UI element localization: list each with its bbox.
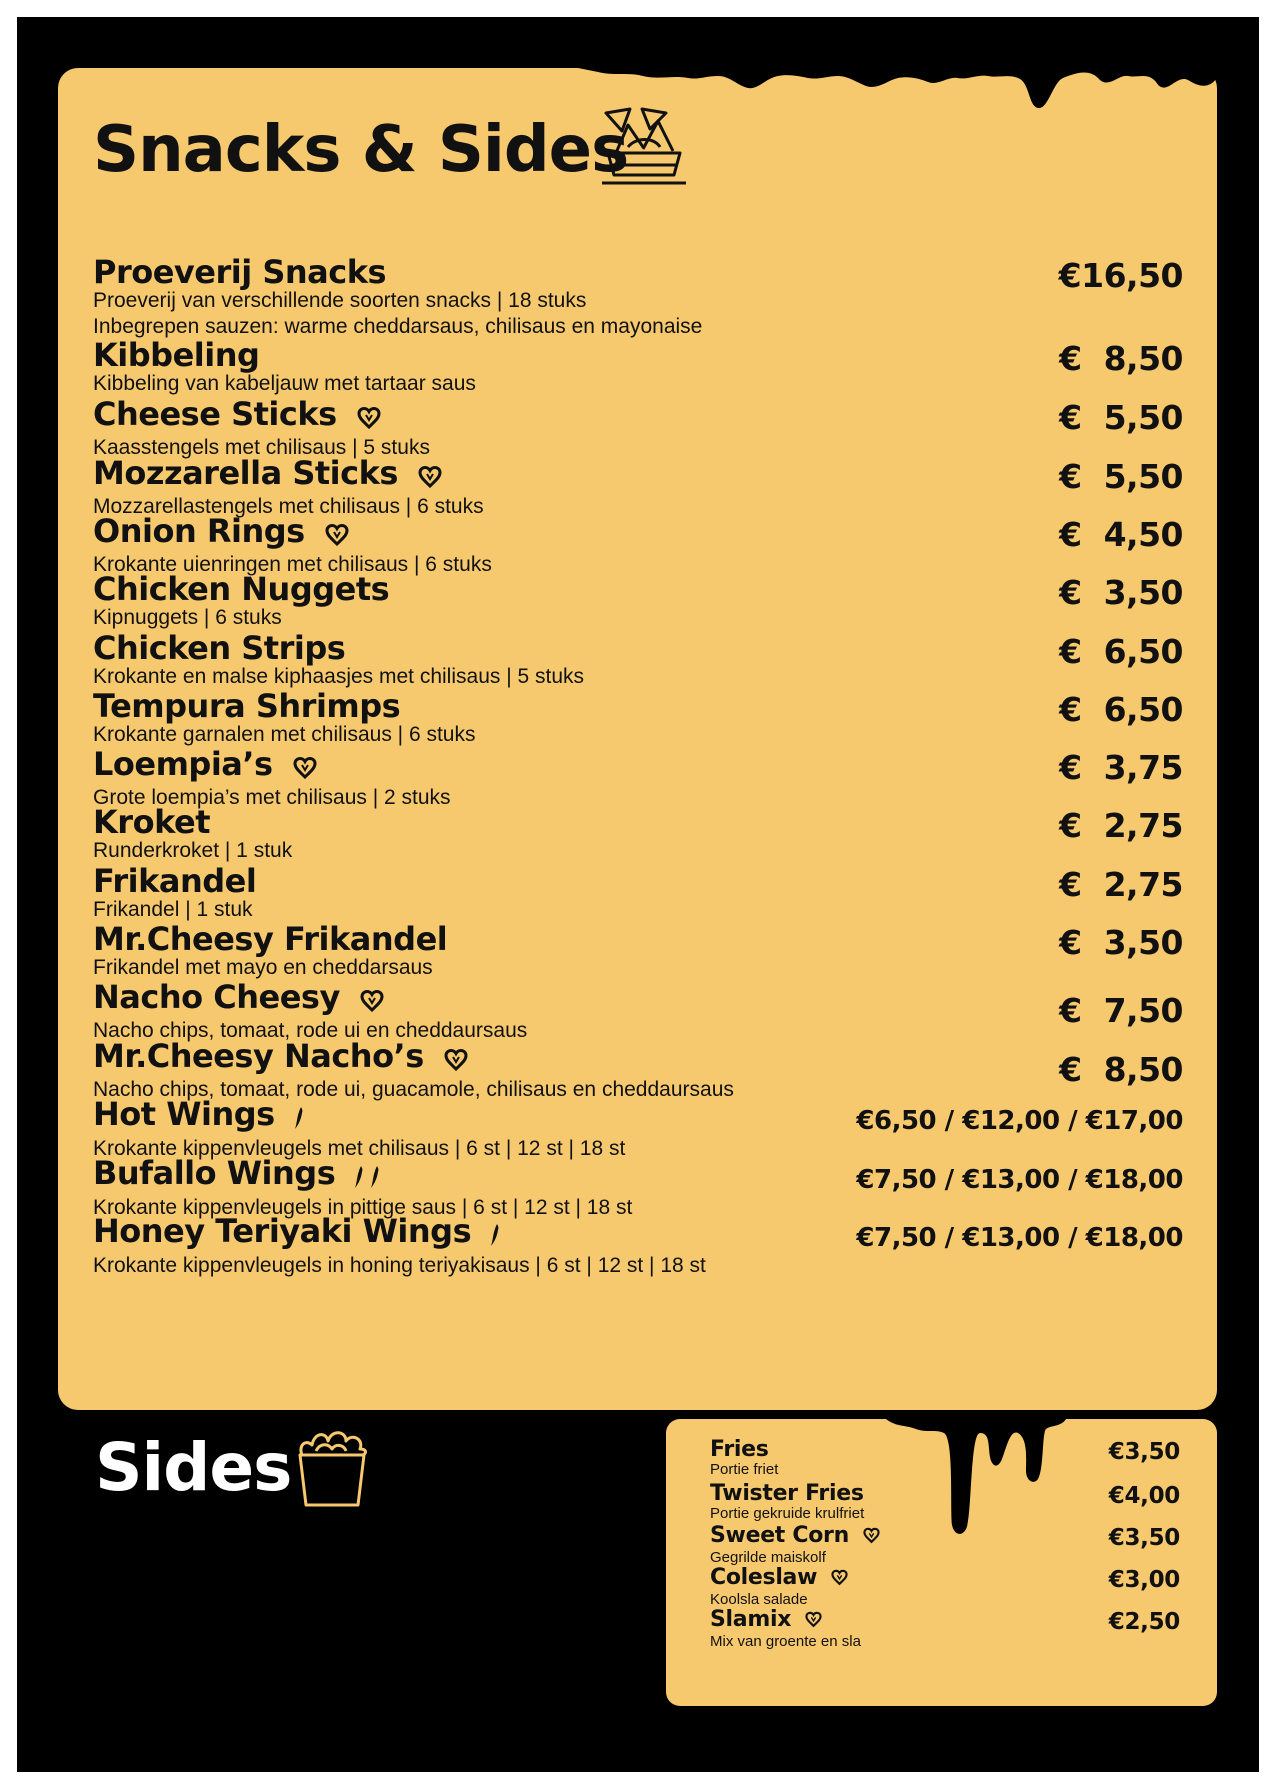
side-item bbox=[710, 1525, 1180, 1567]
menu-item-name: Honey Teriyaki Wings bbox=[93, 1212, 472, 1250]
side-item-name: Fries bbox=[710, 1437, 769, 1462]
side-item bbox=[710, 1609, 1180, 1651]
menu-item-description: Runderkroket | 1 stuk bbox=[93, 839, 293, 862]
side-item bbox=[710, 1567, 1180, 1609]
menu-item-description: Krokante en malse kiphaasjes met chilisaus | 5 stuks bbox=[93, 665, 585, 688]
menu-item bbox=[93, 1095, 1183, 1162]
side-item-description: Portie gekruide krulfriet bbox=[710, 1505, 865, 1522]
menu-item-description: Krokante uienringen met chilisaus | 6 stuks bbox=[93, 553, 492, 577]
menu-item-description: Krokante kippenvleugels met chilisaus | 6 st | 12 st | 18 st bbox=[93, 1137, 626, 1161]
menu-item-header bbox=[93, 862, 1183, 900]
menu-item bbox=[93, 687, 1183, 748]
sides-panel bbox=[666, 1419, 1217, 1706]
fries-icon bbox=[292, 1425, 372, 1510]
menu-item-description: Krokante kippenvleugels in honing teriyakisaus | 6 st | 12 st | 18 st bbox=[93, 1254, 706, 1278]
menu-item bbox=[93, 570, 1183, 631]
vegetarian-heart-icon bbox=[293, 756, 317, 785]
menu-item-price: €6,50 / €12,00 / €17,00 bbox=[856, 1106, 1183, 1136]
menu-item-name: Nacho Cheesy bbox=[93, 978, 340, 1016]
menu-item-description: Mozzarellastengels met chilisaus | 6 stuks bbox=[93, 495, 484, 519]
chili-pepper-icon bbox=[489, 1222, 501, 1253]
snacks-panel bbox=[58, 68, 1217, 1410]
side-item-name: Sweet Corn bbox=[710, 1523, 849, 1548]
menu-item-header bbox=[93, 336, 1183, 374]
menu-item-description: Nacho chips, tomaat, rode ui, guacamole, chilisaus en cheddaursaus bbox=[93, 1078, 734, 1102]
menu-item-price: € 5,50 bbox=[1059, 398, 1183, 437]
menu-item bbox=[93, 395, 1183, 461]
menu-item-header bbox=[93, 1037, 1183, 1077]
side-item-description: Mix van groente en sla bbox=[710, 1632, 861, 1650]
chili-icon bbox=[369, 1164, 381, 1190]
menu-item bbox=[93, 862, 1183, 923]
vegetarian-heart-icon bbox=[444, 1048, 468, 1077]
menu-item-price: € 4,50 bbox=[1059, 515, 1183, 554]
menu-item-name: Tempura Shrimps bbox=[93, 687, 401, 725]
menu-item-price: € 3,50 bbox=[1059, 923, 1183, 962]
menu-item-description: Kaasstengels met chilisaus | 5 stuks bbox=[93, 436, 430, 460]
menu-item-price: € 2,75 bbox=[1059, 806, 1183, 845]
menu-item-description: Frikandel met mayo en cheddarsaus bbox=[93, 956, 433, 979]
chili-icon bbox=[293, 1105, 305, 1131]
side-item-price: €4,00 bbox=[1108, 1483, 1180, 1509]
menu-item-header bbox=[93, 570, 1183, 608]
menu-item bbox=[93, 629, 1183, 690]
side-item bbox=[710, 1483, 1180, 1523]
menu-item-price: €7,50 / €13,00 / €18,00 bbox=[856, 1223, 1183, 1253]
side-item-price: €3,50 bbox=[1108, 1525, 1180, 1551]
chili-icon bbox=[489, 1222, 501, 1248]
menu-item-name: Onion Rings bbox=[93, 512, 305, 550]
menu-item bbox=[93, 745, 1183, 811]
side-item-name: Slamix bbox=[710, 1607, 792, 1632]
menu-item bbox=[93, 336, 1183, 397]
vegetarian-heart-icon bbox=[360, 989, 384, 1018]
heart-icon bbox=[805, 1611, 822, 1628]
nachos-icon bbox=[598, 103, 693, 193]
vegetarian-heart-icon bbox=[805, 1611, 822, 1633]
menu-item bbox=[93, 1212, 1183, 1279]
menu-item-name: Mozzarella Sticks bbox=[93, 454, 398, 492]
vegetarian-heart-icon bbox=[863, 1527, 880, 1549]
heart-icon bbox=[293, 756, 317, 780]
heart-icon bbox=[418, 465, 442, 489]
chili-icon bbox=[353, 1164, 365, 1190]
chili-pepper-icon bbox=[293, 1105, 305, 1136]
menu-item-header bbox=[93, 978, 1183, 1018]
menu-item-description: Grote loempia’s met chilisaus | 2 stuks bbox=[93, 786, 451, 810]
page-title: Snacks & Sides bbox=[93, 113, 629, 187]
menu-item-price: € 6,50 bbox=[1059, 690, 1183, 729]
menu-item-description: Krokante garnalen met chilisaus | 6 stuks bbox=[93, 723, 476, 746]
menu-item-description: Proeverij van verschillende soorten snacks | 18 stuks bbox=[93, 289, 587, 312]
menu-item-description: Frikandel | 1 stuk bbox=[93, 898, 253, 921]
menu-item-name: Mr.Cheesy Frikandel bbox=[93, 920, 448, 958]
menu-item bbox=[93, 978, 1183, 1044]
menu-item-header bbox=[93, 745, 1183, 785]
menu-item-description: Kipnuggets | 6 stuks bbox=[93, 606, 282, 629]
menu-item-name: Loempia’s bbox=[93, 745, 273, 783]
side-item-name: Coleslaw bbox=[710, 1565, 818, 1590]
menu-item-header bbox=[93, 454, 1183, 494]
menu-item-price: € 2,75 bbox=[1059, 865, 1183, 904]
menu-item bbox=[93, 920, 1183, 981]
menu-item-price: € 8,50 bbox=[1059, 1050, 1183, 1089]
side-item-price: €3,50 bbox=[1108, 1439, 1180, 1465]
menu-item-name: Kroket bbox=[93, 803, 210, 841]
side-item-price: €2,50 bbox=[1108, 1609, 1180, 1635]
heart-icon bbox=[831, 1569, 848, 1586]
menu-item-price: € 7,50 bbox=[1059, 991, 1183, 1030]
menu-item-description: Nacho chips, tomaat, rode ui en cheddaursaus bbox=[93, 1019, 528, 1043]
heart-icon bbox=[360, 989, 384, 1013]
menu-item-header bbox=[93, 687, 1183, 725]
side-item-description: Gegrilde maiskolf bbox=[710, 1548, 826, 1566]
menu-item-name: Bufallo Wings bbox=[93, 1154, 336, 1192]
side-item-name: Twister Fries bbox=[710, 1481, 864, 1506]
vegetarian-heart-icon bbox=[357, 406, 381, 435]
vegetarian-heart-icon bbox=[418, 465, 442, 494]
side-item-description: Koolsla salade bbox=[710, 1590, 808, 1608]
menu-item-name: Chicken Nuggets bbox=[93, 570, 390, 608]
menu-item-name: Mr.Cheesy Nacho’s bbox=[93, 1037, 424, 1075]
menu-item-price: € 3,75 bbox=[1059, 748, 1183, 787]
heart-icon bbox=[444, 1048, 468, 1072]
menu-item-header bbox=[93, 629, 1183, 667]
menu-item-name: Cheese Sticks bbox=[93, 395, 337, 433]
side-item-description: Portie friet bbox=[710, 1461, 779, 1478]
menu-item-header bbox=[93, 395, 1183, 435]
heart-icon bbox=[863, 1527, 880, 1544]
chili-pepper-icon bbox=[369, 1164, 381, 1195]
menu-item-header bbox=[93, 803, 1183, 841]
menu-item-price: € 6,50 bbox=[1059, 632, 1183, 671]
menu-item-header bbox=[93, 512, 1183, 552]
menu-item bbox=[93, 803, 1183, 864]
menu-item-header bbox=[93, 920, 1183, 958]
menu-item-name: Hot Wings bbox=[93, 1095, 275, 1133]
chili-pepper-icon bbox=[353, 1164, 365, 1195]
menu-item-description: Kibbeling van kabeljauw met tartaar saus bbox=[93, 372, 476, 395]
menu-item-header bbox=[93, 253, 1183, 291]
menu-item-name: Chicken Strips bbox=[93, 629, 346, 667]
menu-item bbox=[93, 1037, 1183, 1103]
menu-item bbox=[93, 454, 1183, 520]
heart-icon bbox=[357, 406, 381, 430]
vegetarian-heart-icon bbox=[831, 1569, 848, 1591]
menu-item-name: Proeverij Snacks bbox=[93, 253, 387, 291]
side-item bbox=[710, 1439, 1180, 1479]
menu-item-name: Kibbeling bbox=[93, 336, 260, 374]
vegetarian-heart-icon bbox=[325, 523, 349, 552]
menu-item-price: €7,50 / €13,00 / €18,00 bbox=[856, 1165, 1183, 1195]
heart-icon bbox=[325, 523, 349, 547]
menu-item-price: € 3,50 bbox=[1059, 573, 1183, 612]
side-item-price: €3,00 bbox=[1108, 1567, 1180, 1593]
menu-item-name: Frikandel bbox=[93, 862, 257, 900]
menu-item bbox=[93, 512, 1183, 578]
menu-item-description: Inbegrepen sauzen: warme cheddarsaus, chilisaus en mayonaise bbox=[93, 315, 703, 338]
menu-item-description: Krokante kippenvleugels in pittige saus | 6 st | 12 st | 18 st bbox=[93, 1196, 633, 1220]
menu-item-price: € 5,50 bbox=[1059, 457, 1183, 496]
menu-item-price: € 8,50 bbox=[1059, 339, 1183, 378]
menu-item-price: €16,50 bbox=[1058, 256, 1183, 295]
sides-title: Sides bbox=[95, 1429, 292, 1506]
menu-item bbox=[93, 253, 1183, 340]
